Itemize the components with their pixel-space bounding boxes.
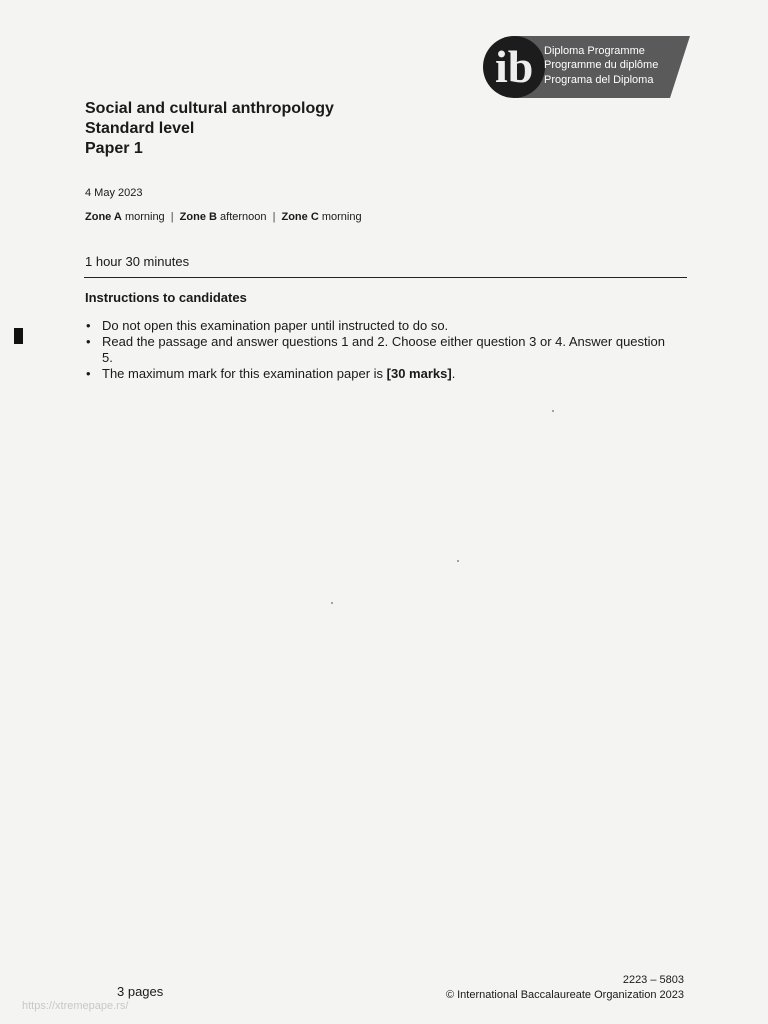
max-marks: [30 marks] bbox=[386, 366, 452, 381]
zone-a-label: Zone A bbox=[85, 211, 122, 223]
instruction-item: • Read the passage and answer questions 1 and 2. Choose either question 3 or 4. Answer question 5. bbox=[85, 334, 665, 366]
zone-separator: | bbox=[170, 211, 174, 223]
instruction-item bbox=[85, 366, 665, 382]
paper-title: Paper 1 bbox=[85, 140, 143, 157]
logo-line-es: Programa del Diploma bbox=[544, 74, 654, 86]
watermark-url[interactable]: https://xtremepape.rs/ bbox=[22, 1000, 129, 1012]
instruction-item: • Do not open this examination paper until instructed to do so. bbox=[85, 318, 665, 334]
scan-margin-mark bbox=[14, 328, 23, 344]
exam-date: 4 May 2023 bbox=[85, 187, 143, 199]
ib-logo bbox=[476, 36, 690, 98]
logo-line-fr: Programme du diplôme bbox=[544, 59, 659, 71]
zone-b-time: afternoon bbox=[220, 211, 267, 223]
zone-a-time: morning bbox=[124, 211, 165, 223]
ib-logo-mark: ib bbox=[495, 41, 534, 92]
logo-line-en: Diploma Programme bbox=[544, 45, 645, 57]
exam-duration: 1 hour 30 minutes bbox=[85, 254, 190, 269]
zone-b-label: Zone B bbox=[179, 211, 217, 223]
divider bbox=[84, 277, 687, 278]
zone-c-label: Zone C bbox=[281, 211, 319, 223]
paper-code: 2223 – 5803 bbox=[622, 974, 684, 986]
scan-speck bbox=[457, 560, 459, 562]
zone-c-time: morning bbox=[321, 211, 362, 223]
scan-speck bbox=[552, 410, 554, 412]
page-count: 3 pages bbox=[117, 984, 164, 999]
instructions-list bbox=[85, 318, 665, 382]
instructions-heading: Instructions to candidates bbox=[85, 290, 247, 305]
zone-times bbox=[85, 211, 362, 223]
subject-title: Social and cultural anthropology bbox=[85, 100, 334, 117]
instruction-suffix: . bbox=[451, 366, 456, 381]
copyright-notice: © International Baccalaureate Organization 2023 bbox=[445, 989, 684, 1001]
instruction-text: The maximum mark for this examination paper is bbox=[102, 366, 387, 381]
level-title: Standard level bbox=[85, 120, 195, 137]
scan-speck bbox=[331, 602, 333, 604]
zone-separator: | bbox=[272, 211, 276, 223]
